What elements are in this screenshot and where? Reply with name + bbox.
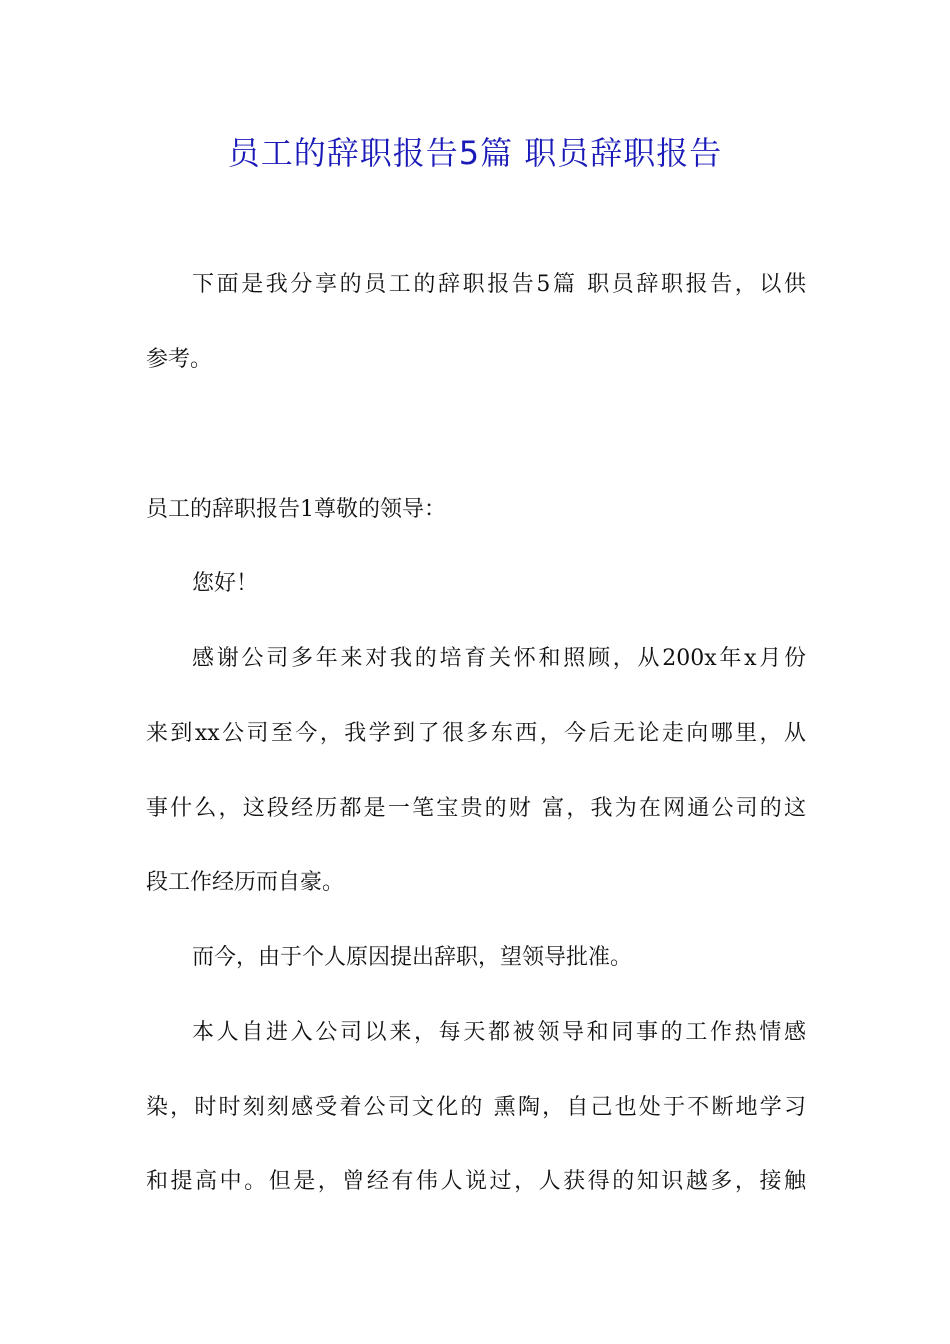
document-title: 员工的辞职报告5篇 职员辞职报告 [227,134,723,172]
paragraph-line: 和提高中。但是，曾经有伟人说过，人获得的知识越多，接触 [146,1169,806,1194]
paragraph-line: 段工作经历而自豪。 [146,870,345,895]
paragraph-line: 而今，由于个人原因提出辞职，望领导批准。 [192,945,633,970]
section-heading: 员工的辞职报告1尊敬的领导： [146,497,446,522]
paragraph-line: 下面是我分享的员工的辞职报告5篇 职员辞职报告，以供 [192,272,806,297]
paragraph-line: 来到xx公司至今，我学到了很多东西，今后无论走向哪里，从 [146,721,806,746]
paragraph-line: 本人自进入公司以来，每天都被领导和同事的工作热情感 [192,1020,806,1045]
greeting-line: 您好！ [192,571,259,596]
paragraph-line: 事什么，这段经历都是一笔宝贵的财 富，我为在网通公司的这 [146,796,806,821]
paragraph-line: 参考。 [146,347,213,372]
paragraph-line: 染，时时刻刻感受着公司文化的 熏陶，自己也处于不断地学习 [146,1095,806,1120]
paragraph-line: 感谢公司多年来对我的培育关怀和照顾，从200x年x月份 [192,646,806,671]
